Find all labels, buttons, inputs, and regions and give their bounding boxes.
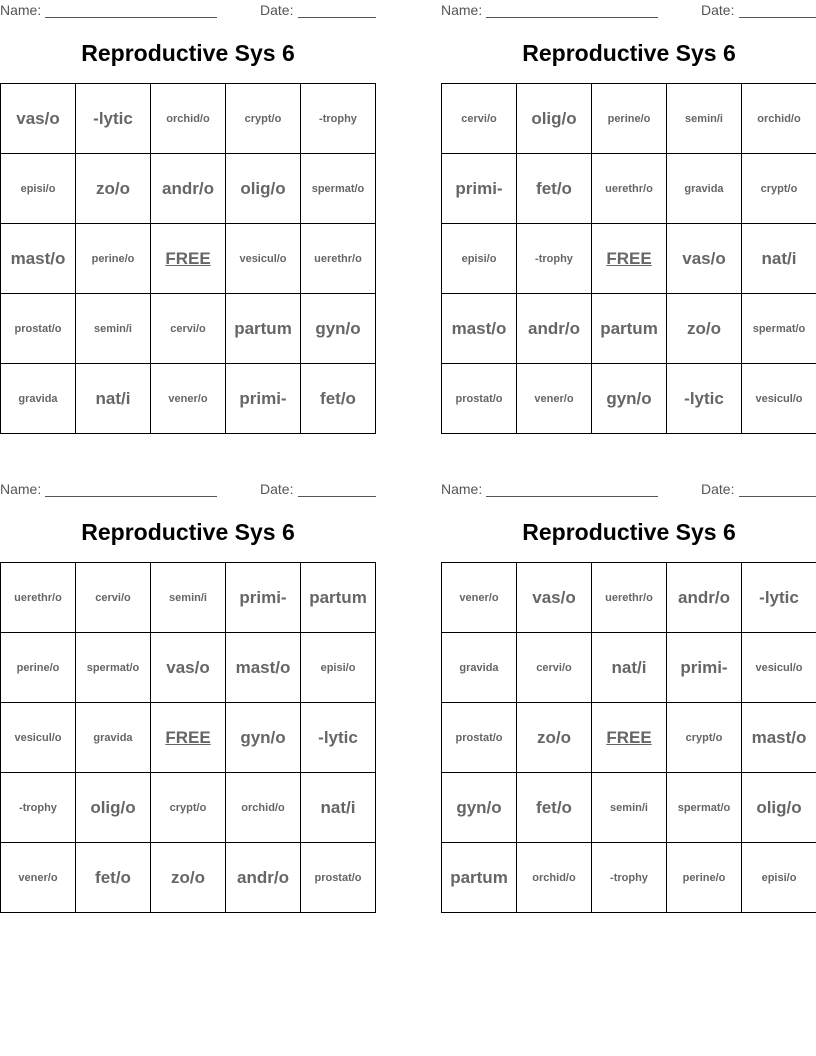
bingo-cell: olig/o [742, 773, 816, 843]
bingo-cell: perine/o [667, 843, 742, 913]
bingo-card-4 [441, 479, 816, 915]
bingo-cell: andr/o [226, 843, 301, 913]
card-title: Reproductive Sys 6 [522, 40, 736, 66]
bingo-cell: mast/o [226, 633, 301, 703]
bingo-cell: prostat/o [301, 843, 376, 913]
bingo-cell: vesicul/o [226, 224, 301, 294]
bingo-cell: perine/o [1, 633, 76, 703]
bingo-cell: zo/o [151, 843, 226, 913]
grid-row [442, 154, 816, 224]
bingo-cell: prostat/o [442, 364, 517, 434]
bingo-cell: vener/o [517, 364, 592, 434]
bingo-cell: vener/o [1, 843, 76, 913]
bingo-cell: uerethr/o [1, 563, 76, 633]
bingo-cell: olig/o [517, 84, 592, 154]
name-date-row [0, 0, 376, 24]
bingo-cell: gyn/o [226, 703, 301, 773]
grid-row [1, 703, 376, 773]
grid-row [442, 84, 816, 154]
bingo-cell: episi/o [742, 843, 816, 913]
bingo-cell: gyn/o [301, 294, 376, 364]
bingo-cell: vesicul/o [742, 364, 816, 434]
bingo-grid [441, 83, 816, 434]
free-space-cell: FREE [592, 703, 667, 773]
grid-row [442, 224, 816, 294]
bingo-cell: semin/i [667, 84, 742, 154]
bingo-cell: cervi/o [442, 84, 517, 154]
grid-row [1, 364, 376, 434]
bingo-cell: orchid/o [517, 843, 592, 913]
bingo-cell: -lytic [742, 563, 816, 633]
free-space-cell: FREE [592, 224, 667, 294]
date-label: Date: [260, 481, 294, 497]
bingo-cell: -trophy [517, 224, 592, 294]
bingo-cell: -trophy [1, 773, 76, 843]
date-label: Date: [701, 2, 735, 18]
bingo-cell: zo/o [517, 703, 592, 773]
bingo-cell: mast/o [442, 294, 517, 364]
date-label: Date: [260, 2, 294, 18]
bingo-cell: uerethr/o [592, 563, 667, 633]
name-blank-line [45, 17, 217, 18]
bingo-cell: olig/o [76, 773, 151, 843]
name-label: Name: [0, 481, 42, 497]
bingo-cell: -lytic [76, 84, 151, 154]
grid-row [442, 633, 816, 703]
bingo-cell: orchid/o [226, 773, 301, 843]
grid-row [1, 563, 376, 633]
bingo-cell: episi/o [301, 633, 376, 703]
bingo-cell: primi- [667, 633, 742, 703]
grid-row [1, 633, 376, 703]
grid-row [1, 294, 376, 364]
bingo-cell: cervi/o [517, 633, 592, 703]
bingo-cell: episi/o [442, 224, 517, 294]
name-date-row [0, 479, 376, 503]
name-date-row [441, 479, 816, 503]
grid-row [442, 294, 816, 364]
bingo-cell: orchid/o [742, 84, 816, 154]
bingo-cell: crypt/o [151, 773, 226, 843]
bingo-cell: andr/o [517, 294, 592, 364]
bingo-cell: crypt/o [742, 154, 816, 224]
name-blank-line [486, 496, 658, 497]
bingo-cell: prostat/o [1, 294, 76, 364]
bingo-cell: gravida [76, 703, 151, 773]
bingo-cell: gyn/o [442, 773, 517, 843]
bingo-cell: zo/o [76, 154, 151, 224]
grid-row [1, 154, 376, 224]
bingo-cell: partum [592, 294, 667, 364]
bingo-cell: vas/o [151, 633, 226, 703]
bingo-cell: primi- [226, 563, 301, 633]
name-blank-line [45, 496, 217, 497]
bingo-cell: fet/o [517, 154, 592, 224]
bingo-cell: gravida [1, 364, 76, 434]
bingo-card-1 [0, 0, 376, 436]
grid-row [442, 703, 816, 773]
bingo-cell: uerethr/o [301, 224, 376, 294]
bingo-grid [0, 562, 376, 913]
card-title: Reproductive Sys 6 [81, 40, 295, 66]
grid-row [442, 843, 816, 913]
bingo-cell: fet/o [517, 773, 592, 843]
bingo-cell: partum [301, 563, 376, 633]
bingo-cell: crypt/o [667, 703, 742, 773]
bingo-cell: fet/o [76, 843, 151, 913]
bingo-card-2 [441, 0, 816, 436]
grid-row [1, 84, 376, 154]
bingo-cell: spermat/o [301, 154, 376, 224]
bingo-cell: olig/o [226, 154, 301, 224]
bingo-cell: partum [442, 843, 517, 913]
bingo-cell: -trophy [301, 84, 376, 154]
card-title: Reproductive Sys 6 [522, 519, 736, 545]
bingo-cell: vesicul/o [742, 633, 816, 703]
bingo-cell: andr/o [151, 154, 226, 224]
name-blank-line [486, 17, 658, 18]
bingo-cell: fet/o [301, 364, 376, 434]
bingo-cell: zo/o [667, 294, 742, 364]
bingo-cell: primi- [226, 364, 301, 434]
bingo-cell: uerethr/o [592, 154, 667, 224]
name-label: Name: [441, 2, 483, 18]
bingo-cell: semin/i [592, 773, 667, 843]
bingo-cell: perine/o [76, 224, 151, 294]
bingo-cell: prostat/o [442, 703, 517, 773]
bingo-cell: andr/o [667, 563, 742, 633]
name-label: Name: [441, 481, 483, 497]
name-date-row [441, 0, 816, 24]
bingo-cell: semin/i [151, 563, 226, 633]
bingo-cell: -trophy [592, 843, 667, 913]
grid-row [442, 773, 816, 843]
bingo-cell: cervi/o [151, 294, 226, 364]
bingo-cell: gyn/o [592, 364, 667, 434]
grid-row [442, 364, 816, 434]
grid-row [442, 563, 816, 633]
bingo-cell: vas/o [667, 224, 742, 294]
bingo-cell: cervi/o [76, 563, 151, 633]
bingo-cell: partum [226, 294, 301, 364]
bingo-cell: -lytic [667, 364, 742, 434]
date-blank-line [298, 496, 376, 497]
grid-row [1, 843, 376, 913]
bingo-cell: spermat/o [742, 294, 816, 364]
bingo-cell: nat/i [592, 633, 667, 703]
bingo-cell: episi/o [1, 154, 76, 224]
bingo-cell: nat/i [742, 224, 816, 294]
bingo-cell: mast/o [742, 703, 816, 773]
bingo-cell: perine/o [592, 84, 667, 154]
bingo-cell: vener/o [442, 563, 517, 633]
card-title: Reproductive Sys 6 [81, 519, 295, 545]
bingo-cell: vas/o [517, 563, 592, 633]
bingo-cell: nat/i [301, 773, 376, 843]
bingo-cell: spermat/o [76, 633, 151, 703]
free-space-cell: FREE [151, 224, 226, 294]
bingo-cell: semin/i [76, 294, 151, 364]
grid-row [1, 224, 376, 294]
date-blank-line [739, 496, 816, 497]
bingo-cell: vas/o [1, 84, 76, 154]
bingo-cell: gravida [442, 633, 517, 703]
date-blank-line [739, 17, 816, 18]
bingo-cell: -lytic [301, 703, 376, 773]
bingo-grid [0, 83, 376, 434]
bingo-cell: orchid/o [151, 84, 226, 154]
bingo-cell: crypt/o [226, 84, 301, 154]
bingo-cell: nat/i [76, 364, 151, 434]
bingo-cell: gravida [667, 154, 742, 224]
free-space-cell: FREE [151, 703, 226, 773]
bingo-cell: vesicul/o [1, 703, 76, 773]
bingo-grid [441, 562, 816, 913]
bingo-cell: spermat/o [667, 773, 742, 843]
bingo-cell: primi- [442, 154, 517, 224]
date-blank-line [298, 17, 376, 18]
bingo-card-3 [0, 479, 376, 915]
bingo-cell: mast/o [1, 224, 76, 294]
name-label: Name: [0, 2, 42, 18]
date-label: Date: [701, 481, 735, 497]
grid-row [1, 773, 376, 843]
bingo-cell: vener/o [151, 364, 226, 434]
